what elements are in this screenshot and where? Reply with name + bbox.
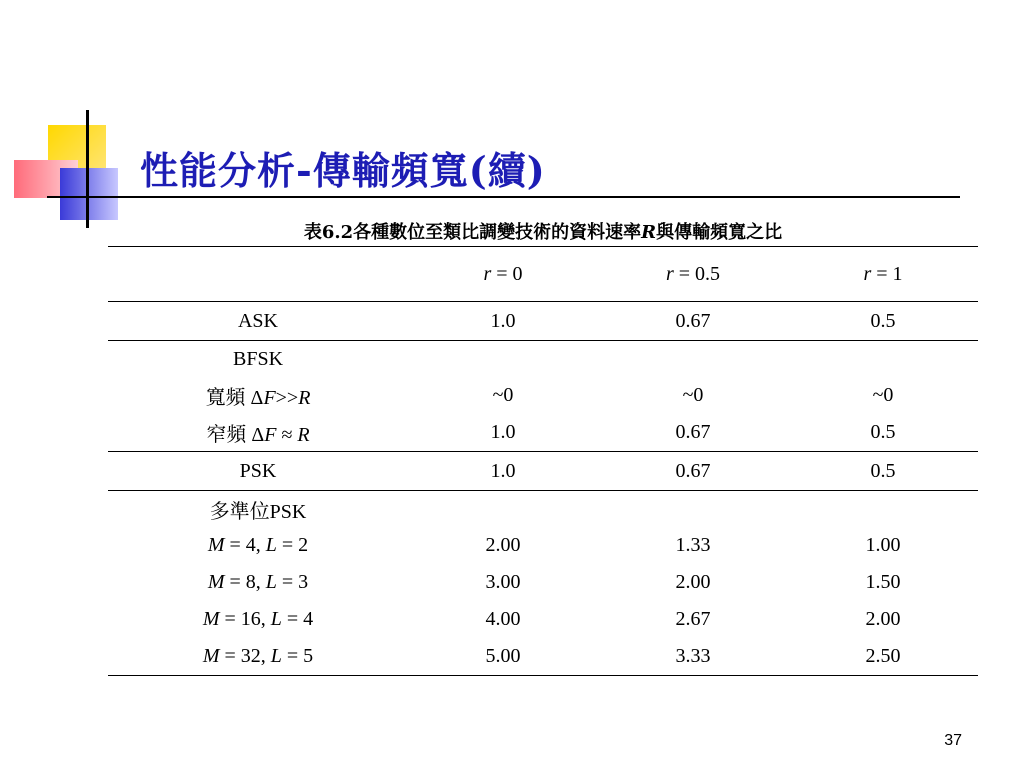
data-rate-table <box>108 246 978 676</box>
table-cell: 2.50 <box>788 638 978 676</box>
table-cell: 1.50 <box>865 571 901 593</box>
row-label: 寬頻 ΔF>>R <box>205 387 311 409</box>
row-label: 多準位PSK <box>209 500 307 523</box>
header-cell: r = 1 <box>788 247 978 302</box>
table-cell: 3.00 <box>485 571 521 593</box>
table-cell: ~0 <box>682 384 704 406</box>
slide-logo-decoration <box>0 0 160 240</box>
table-cell: 0.67 <box>598 302 788 341</box>
table-cell: 3.33 <box>598 638 788 676</box>
row-label: 窄頻 ΔF ≈ R <box>108 414 408 452</box>
table-cell: 1.33 <box>675 534 711 556</box>
table-caption <box>108 218 978 244</box>
table-cell: 5.00 <box>408 638 598 676</box>
table-row-psk <box>108 452 978 491</box>
table-header-row <box>108 247 978 302</box>
table-row-mpsk <box>108 527 978 564</box>
caption-variable: R <box>641 222 657 243</box>
row-label: ASK <box>108 302 408 341</box>
table-cell: 0.5 <box>788 414 978 452</box>
table-cell: 4.00 <box>485 608 521 630</box>
table-cell: ~0 <box>872 384 894 406</box>
slide-title: 性能分析-傳輸頻寬(續) <box>140 148 546 193</box>
table-row-bfsk-label <box>108 341 978 378</box>
table-cell: 0.5 <box>788 452 978 491</box>
header-empty-cell <box>108 247 408 302</box>
row-label: M = 8, L = 3 <box>207 571 309 593</box>
table-cell: 2.00 <box>485 534 521 556</box>
caption-suffix: 與傳輸頻寬之比 <box>656 222 783 243</box>
header-cell: r = 0 <box>408 247 598 302</box>
table-cell: 1.0 <box>408 302 598 341</box>
table-cell: 1.00 <box>865 534 901 556</box>
caption-prefix: 表6.2各種數位至類比調變技術的資料速率 <box>303 222 642 243</box>
table-cell: 0.5 <box>788 302 978 341</box>
table-row-mpsk <box>108 564 978 601</box>
header-cell: r = 0.5 <box>598 247 788 302</box>
table-cell: 2.00 <box>865 608 901 630</box>
table-row-bfsk-wide <box>108 377 978 414</box>
row-label: M = 32, L = 5 <box>108 638 408 676</box>
table-cell: ~0 <box>492 384 514 406</box>
table-cell: 2.00 <box>675 571 711 593</box>
logo-vertical-line <box>86 110 89 228</box>
row-label: M = 4, L = 2 <box>207 534 309 556</box>
row-label: PSK <box>108 452 408 491</box>
blue-square-shape <box>60 168 118 220</box>
table-row-mpsk <box>108 601 978 638</box>
page-number: 37 <box>944 732 962 749</box>
table-cell: 1.0 <box>408 414 598 452</box>
table-row-bfsk-narrow <box>108 414 978 452</box>
table-cell: 0.67 <box>598 414 788 452</box>
row-label: BFSK <box>232 347 284 370</box>
table-row-mpsk <box>108 638 978 676</box>
title-divider <box>88 196 960 198</box>
row-label: M = 16, L = 4 <box>202 608 314 630</box>
table-row-ask <box>108 302 978 341</box>
table-cell: 1.0 <box>408 452 598 491</box>
table-cell: 2.67 <box>675 608 711 630</box>
table-cell: 0.67 <box>598 452 788 491</box>
table-row-mpsk-label <box>108 491 978 528</box>
